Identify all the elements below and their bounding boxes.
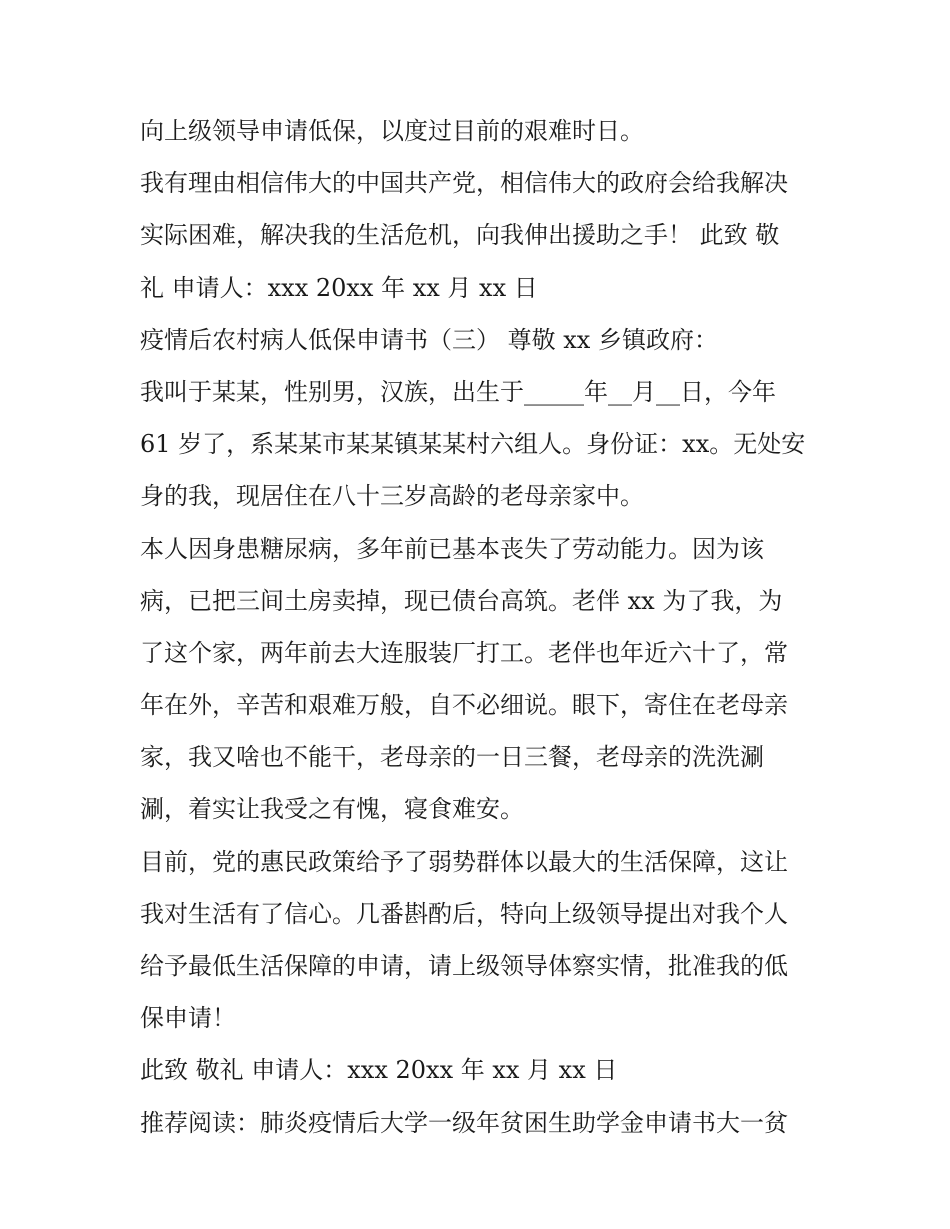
text-line: 61 岁了，系某某市某某镇某某村六组人。身份证：xx。无处安 [140,430,806,459]
text-line: 我对生活有了信心。几番斟酌后，特向上级领导提出对我个人 [140,899,788,928]
text-line: 给予最低生活保障的申请，请上级领导体察实情，批准我的低 [140,952,788,980]
text-line: 病，已把三间土房卖掉，现已债台高筑。老伴 xx 为了我，为 [140,586,783,615]
text-line: 涮，着实让我受之有愧，寝食难安。 [140,795,524,824]
text-line: 保申请！ [140,1004,236,1033]
text-line: 向上级领导申请低保，以度过目前的艰难时日。 [140,117,644,145]
text-line: 我叫于某某，性别男，汉族，出生于_____年__月__日，今年 [140,377,776,406]
recommended-reading-line: 推荐阅读：肺炎疫情后大学一级年贫困生助学金申请书大一贫 [140,1108,788,1137]
section-heading-line: 疫情后农村病人低保申请书（三） 尊敬 xx 乡镇政府： [140,325,718,354]
text-line: 礼 申请人：xxx 20xx 年 xx 月 xx 日 [140,273,538,302]
text-line: 本人因身患糖尿病，多年前已基本丧失了劳动能力。因为该 [140,534,764,563]
text-line: 家，我又啥也不能干，老母亲的一日三餐，老母亲的洗洗涮 [140,743,764,772]
text-line: 目前，党的惠民政策给予了弱势群体以最大的生活保障，这让 [140,847,788,876]
text-line: 实际困难，解决我的生活危机，向我伸出援助之手！ 此致 敬 [140,221,780,250]
text-line: 年在外，辛苦和艰难万般，自不必细说。眼下，寄住在老母亲 [140,691,788,720]
text-line: 身的我，现居住在八十三岁高龄的老母亲家中。 [140,482,644,511]
closing-signature-line: 此致 敬礼 申请人：xxx 20xx 年 xx 月 xx 日 [140,1056,618,1085]
text-line: 我有理由相信伟大的中国共产党，相信伟大的政府会给我解决 [140,169,788,198]
document-body [140,105,820,1149]
text-line: 了这个家，两年前去大连服装厂打工。老伴也年近六十了，常 [140,638,788,667]
